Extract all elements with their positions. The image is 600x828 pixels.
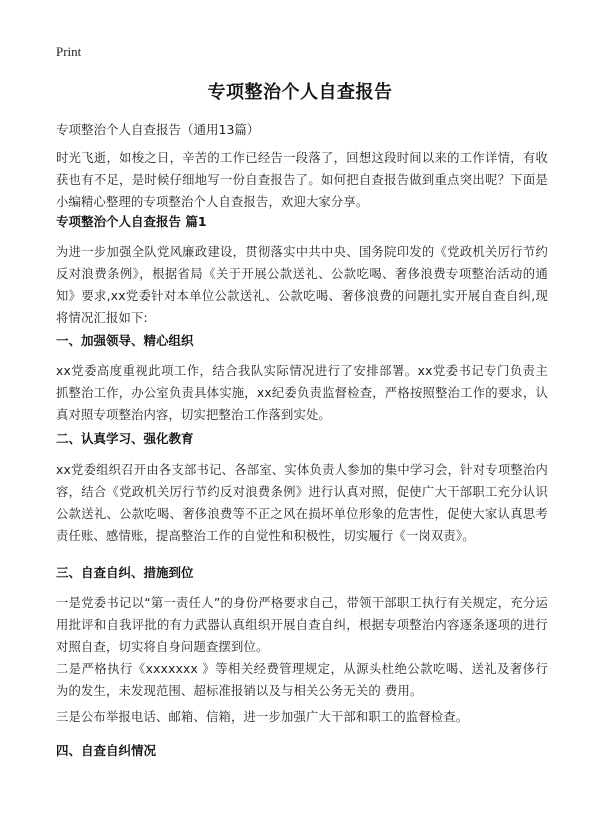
section-1-paragraph-1: xx党委高度重视此项工作，结合我队实际情况进行了安排部署。xx党委书记专门负责主抓整治工作，办公室负责具体实施，xx纪委负责监督检查，严格按照整治工作的要求，认真对照专项整治内容，切实把整治工作落到实处。	[56, 364, 548, 422]
section-3-paragraph-1: 一是党委书记以“第一责任人”的身份严格要求自己，带领干部职工执行有关规定，充分运用批评和自我评批的有力武器认真组织开展自查自纠，根据专项整治内容逐条逐项的进行对照自查，切实将自身问题查摆到位。	[56, 596, 548, 654]
document-subtitle: 专项整治个人自查报告（通用13篇）	[56, 122, 260, 137]
intro-paragraph: 时光飞逝，如梭之日，辛苦的工作已经告一段落了，回想这段时间以来的工作详情，有收获也有不足，是时候仔细地写一份自查报告了。如何把自查报告做到重点突出呢？下面是小编精心整理的专项整治个人自查报告，欢迎大家分享。	[56, 151, 548, 209]
section-3-paragraph-3: 三是公布举报电话、邮箱、信箱，进一步加强广大干部和职工的监督检查。	[56, 710, 469, 724]
section-2-paragraph-1: xx党委组织召开由各支部书记、各部室、实体负责人参加的集中学习会，针对专项整治内容，结合《党政机关厉行节约反对浪费条例》进行认真对照，促使广大干部职工充分认识公款送礼、公款吃喝、奢侈浪费等不正之风在损坏单位形象的危害性，促使大家认真思考责任账、感情账，提高整治工作的自觉性和积极性，切实履行《一岗双责》。	[56, 463, 548, 543]
section-heading-4: 四、自查自纠情况	[56, 743, 157, 758]
page-title: 专项整治个人自查报告	[207, 82, 393, 103]
article-intro-paragraph: 为进一步加强全队党风廉政建设，贯彻落实中共中央、国务院印发的《党政机关厉行节约反对浪费条例》，根据省局《关于开展公款送礼、公款吃喝、奢侈浪费专项整治活动的通知》要求,xx党委针对本单位公款送礼、公款吃喝、奢侈浪费的问题扎实开展自查自纠,现将情况汇报如下:	[56, 245, 548, 325]
article-heading: 专项整治个人自查报告 篇1	[56, 214, 207, 229]
section-heading-3: 三、自查自纠、措施到位	[56, 565, 194, 580]
section-3-paragraph-2: 二是严格执行《xxxxxxx 》等相关经费管理规定，从源头杜绝公款吃喝、送礼及奢侈行为的发生，未发现范围、超标准报销以及与相关公务无关的 费用。	[56, 662, 548, 698]
section-heading-1: 一、加强领导、精心组织	[56, 333, 194, 348]
print-link[interactable]: Print	[56, 44, 82, 59]
section-heading-2: 二、认真学习、强化教育	[56, 431, 194, 446]
